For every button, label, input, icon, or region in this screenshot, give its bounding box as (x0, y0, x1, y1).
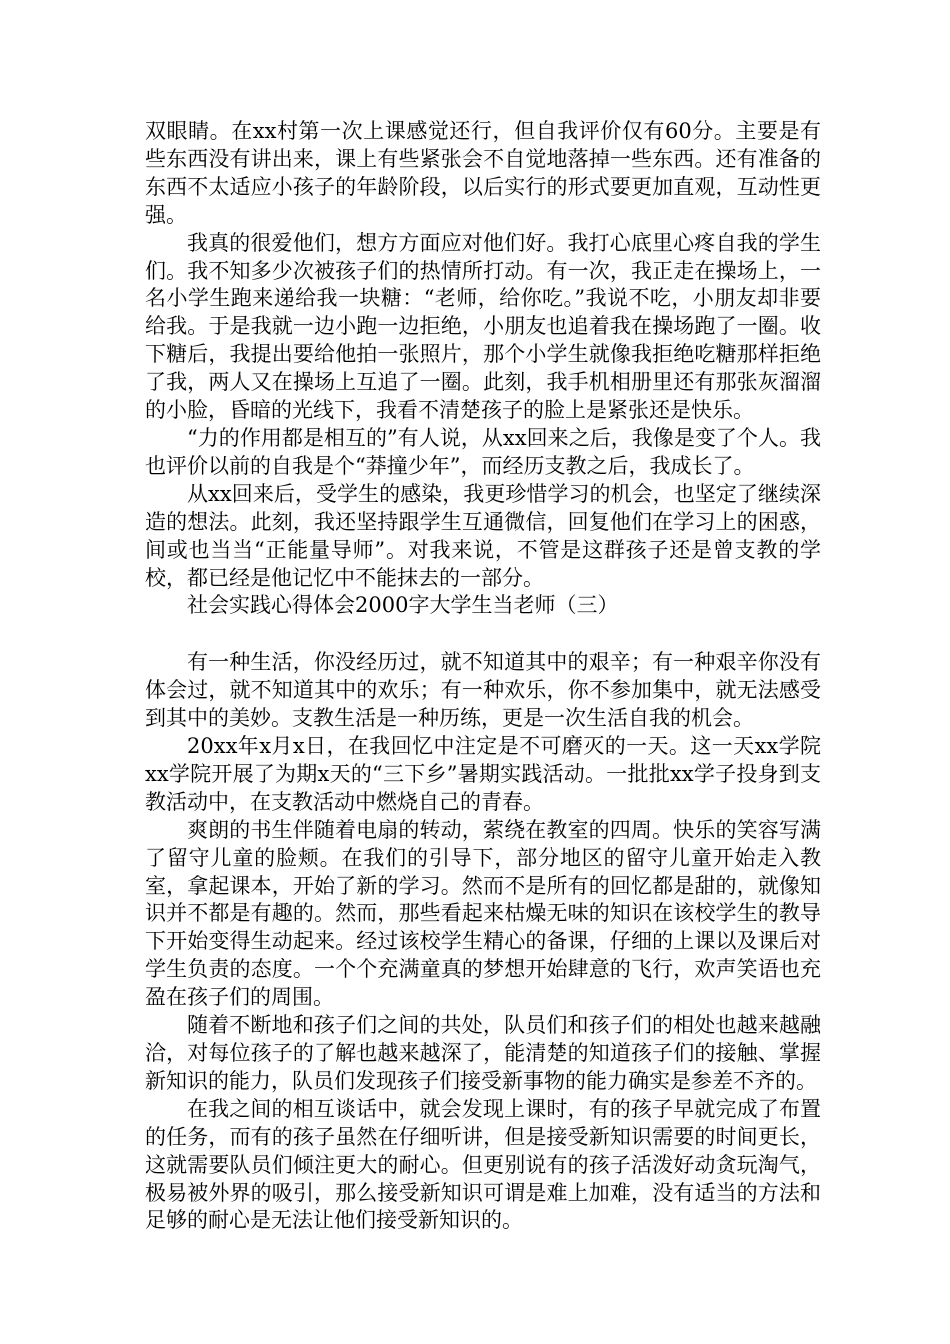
paragraph-8: 随着不断地和孩子们之间的共处，队员们和孩子们的相处也越来越融洽，对每位孩子的了解也越来越深了，能清楚的知道孩子们的接触、掌握新知识的能力，队员们发现孩子们接受新事物的能力确实是参差不齐的。 (145, 1013, 821, 1093)
paragraph-4: 从xx回来后，受学生的感染，我更珍惜学习的机会，也坚定了继续深造的想法。此刻，我还坚持跟学生互通微信，回复他们在学习上的困惑，间或也当当“正能量导师”。对我来说，不管是这群孩子还是曾支教的学校，都已经是他记忆中不能抹去的一部分。 (145, 481, 821, 590)
blank-line (145, 620, 821, 649)
paragraph-9: 在我之间的相互谈话中，就会发现上课时，有的孩子早就完成了布置的任务，而有的孩子虽然在仔细听讲，但是接受新知识需要的时间更长，这就需要队员们倾注更大的耐心。但更别说有的孩子活泼好动贪玩淘气，极易被外界的吸引，那么接受新知识可谓是难上加难，没有适当的方法和足够的耐心是无法让他们接受新知识的。 (145, 1096, 821, 1233)
section-heading: 社会实践心得体会2000字大学生当老师（三） (187, 593, 619, 618)
paragraph-1: 双眼睛。在xx村第一次上课感觉还行，但自我评价仅有60分。主要是有些东西没有讲出来，课上有些紧张会不自觉地落掉一些东西。还有准备的东西不太适应小孩子的年龄阶段，以后实行的形式要更加直观，互动性更强。 (145, 119, 821, 227)
paragraph-5: 有一种生活，你没经历过，就不知道其中的艰辛；有一种艰辛你没有体会过，就不知道其中的欢乐；有一种欢乐，你不参加集中，就无法感受到其中的美妙。支教生活是一种历练，更是一次生活自我的机会。 (145, 650, 821, 731)
paragraph-6: 20xx年x月x日，在我回忆中注定是不可磨灭的一天。这一天xx学院xx学院开展了为期x天的“三下乡”暑期实践活动。一批批xx学子投身到支教活动中，在支教活动中燃烧自己的青春。 (145, 734, 821, 814)
paragraph-7: 爽朗的书生伴随着电扇的转动，萦绕在教室的四周。快乐的笑容写满了留守儿童的脸颊。在我们的引导下，部分地区的留守儿童开始走入教室，拿起课本，开始了新的学习。然而不是所有的回忆都是甜的，就像知识并不都是有趣的。然而，那些看起来枯燥无味的知识在该校学生的教导下开始变得生动起来。经过该校学生精心的备课，仔细的上课以及课后对学生负责的态度。一个个充满童真的梦想开始肆意的飞行，欢声笑语也充盈在孩子们的周围。 (145, 817, 821, 1010)
paragraph-2: 我真的很爱他们，想方方面应对他们好。我打心底里心疼自我的学生们。我不知多少次被孩子们的热情所打动。有一次，我正走在操场上，一名小学生跑来递给我一块糖：“老师，给你吃。”我说不吃，小朋友却非要给我。于是我就一边小跑一边拒绝，小朋友也追着我在操场跑了一圈。收下糖后，我提出要给他拍一张照片，那个小学生就像我拒绝吃糖那样拒绝了我，两人又在操场上互追了一圈。此刻，我手机相册里还有那张灰溜溜的小脸，昏暗的光线下，我看不清楚孩子的脸上是紧张还是快乐。 (145, 230, 821, 423)
document-body (145, 118, 821, 1235)
paragraph-3: “力的作用都是相互的”有人说，从xx回来之后，我像是变了个人。我也评价以前的自我是个“莽撞少年”，而经历支教之后，我成长了。 (145, 425, 821, 478)
